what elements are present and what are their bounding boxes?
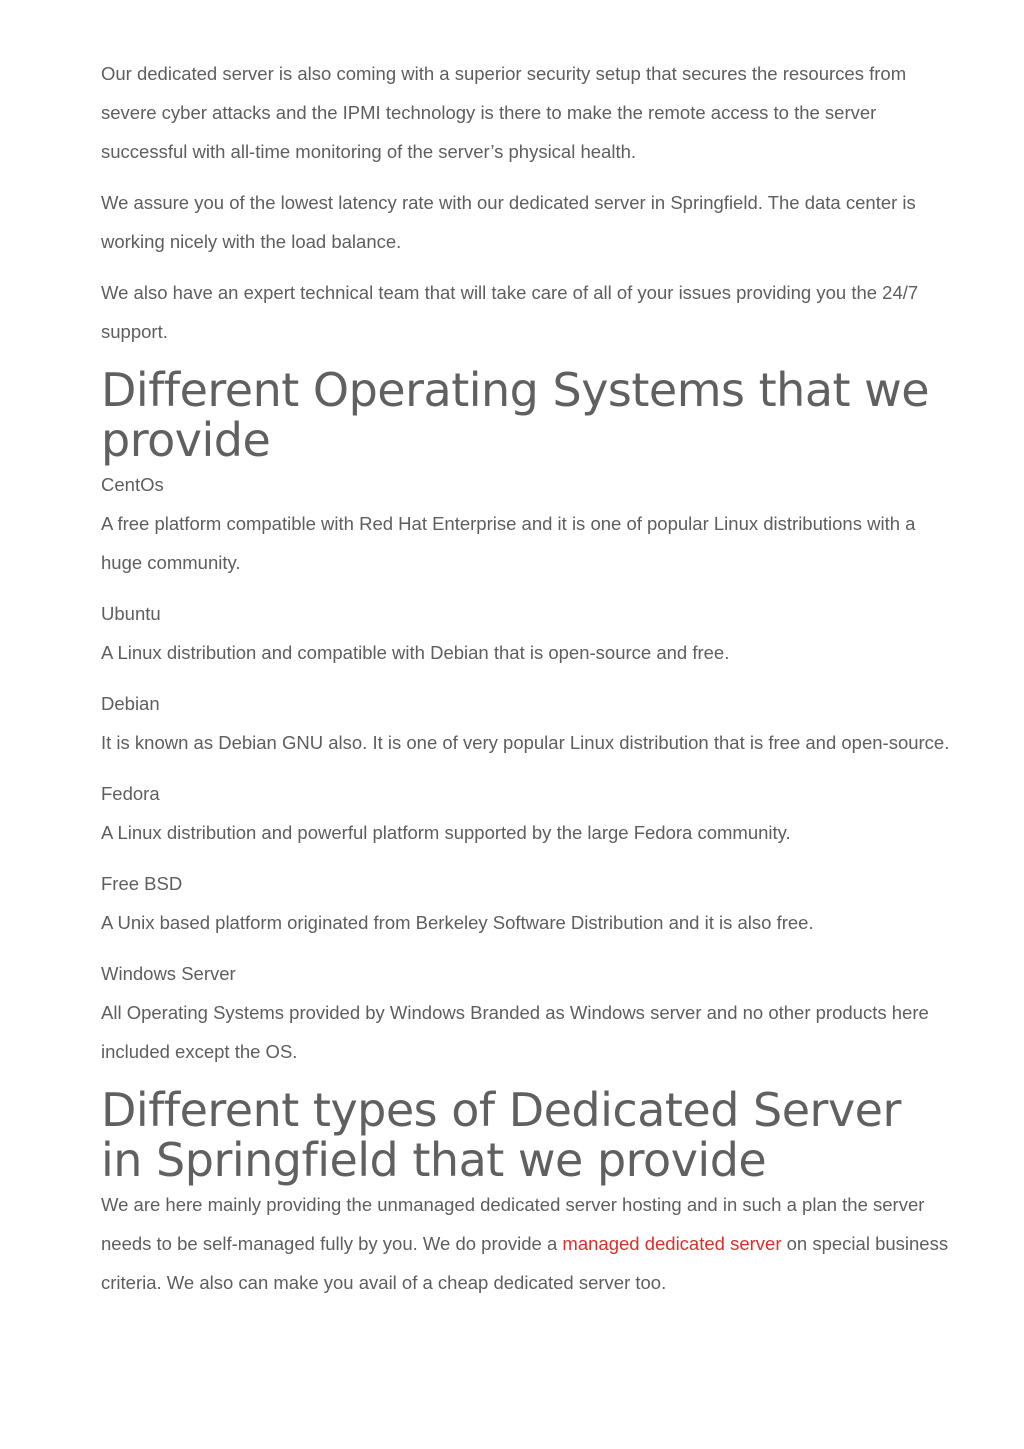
os-item-fedora — [101, 774, 954, 852]
os-description: A free platform compatible with Red Hat Enterprise and it is one of popular Linux distributions with a huge community. — [101, 513, 916, 573]
os-name: CentOs — [101, 474, 164, 495]
os-item-debian — [101, 684, 954, 762]
server-types-text-before: We are here mainly providing the unmanaged dedicated server hosting and in such a plan the server needs to be self-managed fully by you. We do provide a — [101, 1194, 925, 1254]
os-item-centos — [101, 465, 954, 582]
os-item-freebsd — [101, 864, 954, 942]
os-name: Fedora — [101, 783, 160, 804]
os-item-ubuntu — [101, 594, 954, 672]
server-types-heading: Different types of Dedicated Server in Springfield that we provide — [101, 1083, 901, 1187]
os-list — [101, 465, 954, 1071]
os-description: All Operating Systems provided by Windows Branded as Windows server and no other products here included except the OS. — [101, 1002, 929, 1062]
os-description: A Unix based platform originated from Berkeley Software Distribution and it is also free. — [101, 912, 814, 933]
os-description: It is known as Debian GNU also. It is one of very popular Linux distribution that is free and open-source. — [101, 732, 950, 753]
os-description: A Linux distribution and compatible with Debian that is open-source and free. — [101, 642, 730, 663]
os-name: Windows Server — [101, 963, 236, 984]
os-section-heading: Different Operating Systems that we provide — [101, 363, 930, 467]
intro-paragraph-latency: We assure you of the lowest latency rate with our dedicated server in Springfield. The data center is working nicely with the load balance. — [101, 192, 916, 252]
managed-dedicated-server-link[interactable]: managed dedicated server — [562, 1233, 782, 1254]
intro-paragraph-security: Our dedicated server is also coming with a superior security setup that secures the resources from severe cyber attacks and the IPMI technology is there to make the remote access to the server successful with all-time monitoring of the server’s physical health. — [101, 63, 907, 162]
server-types-paragraph — [101, 1185, 954, 1302]
os-name: Free BSD — [101, 873, 183, 894]
os-item-windows-server — [101, 954, 954, 1071]
os-name: Ubuntu — [101, 603, 161, 624]
server-types-text-after: on special business criteria. We also can make you avail of a cheap dedicated server too. — [101, 1233, 949, 1293]
os-description: A Linux distribution and powerful platform supported by the large Fedora community. — [101, 822, 791, 843]
intro-paragraph-support: We also have an expert technical team that will take care of all of your issues providing you the 24/7 support. — [101, 282, 919, 342]
os-name: Debian — [101, 693, 160, 714]
